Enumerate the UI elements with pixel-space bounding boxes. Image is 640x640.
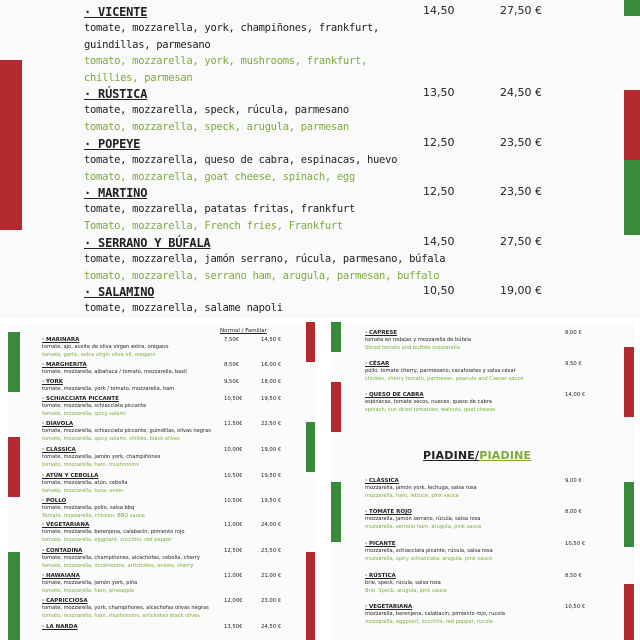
item-desc-es: tomate, mozzarella, pollo, salsa bbq [42,505,135,512]
item-desc-en: tomato, mozzarella, ham, mushrooms [42,461,139,468]
menu-item [365,541,620,563]
item-name: · MARINARA [42,337,80,343]
section-title-dark: PIADINE/ [423,449,480,462]
item-name: · CONTADINA [42,548,83,554]
price-family: 14,50 € [261,337,282,343]
price-family: 24,50 € [261,624,282,630]
menu-item [365,361,620,383]
item-desc-en: tomato, garlic, extra virgin olive oil, oregano [42,351,156,358]
price: 8,50 € [565,573,582,579]
price-normal: 11,50€ [224,421,243,427]
menu-item [84,4,600,86]
item-name: · VICENTE [84,5,148,19]
item-desc-es: tomate, mozzarella, albahaca / tomato, mozzarella, basil [42,369,187,376]
item-name: · VEGETARIANA [365,604,413,610]
price-normal: 10,50€ [224,498,243,504]
item-desc-en: tomato, mozzarella, serrano ham, arugula, parmesan, buffalo [84,269,440,282]
item-desc-en: tomato, mozzarella, mushrooms, artichokes, onions, cherry [42,562,194,569]
item-desc-es: mozzarella, berenjena, calabacín, pimiento rojo, rucola [365,611,505,618]
item-desc-en: mozzarella, eggplant, zucchini, red pepper, rucola [365,618,493,625]
flag-strip-right [624,0,640,318]
menu-item [42,337,301,359]
item-desc-en: tomato, mozzarella, spicy salami [42,410,126,417]
item-desc-en: mozzarella, ham, lettuce, pink sauce [365,492,459,499]
price-normal: 12,50€ [224,548,243,554]
item-name: · POLLO [42,498,67,504]
price: 8,00 € [565,330,582,336]
menu-item [84,136,600,185]
menu-item [42,396,301,418]
price-family: 19,50 € [261,498,282,504]
item-name: · QUESO DE CABRA [365,392,424,398]
item-desc-es: mozzarella, jamón serrano, rúcula, salsa rosa [365,516,481,523]
price-normal: 10,50€ [224,473,243,479]
item-desc-es: mozzarella, jamón york, lechuga, salsa rosa [365,485,477,492]
item-desc-es: tomate, mozzarella, queso de cabra, espinacas, huevo [84,154,398,166]
price-normal: 7,50€ [224,337,240,343]
menu-item [84,86,600,135]
price-family: 27,50 € [500,4,542,17]
price-normal: 11,00€ [224,573,243,579]
menu-item [42,548,301,570]
price-column-header: Normal / Familiar [220,328,267,334]
menu-item [42,498,301,520]
price-family: 19,50 € [261,396,282,402]
item-desc-es: tomate, mozzarella, jamón york, piña [42,580,138,587]
menu-item [42,573,301,595]
item-name: · LA NARDA [42,624,78,630]
item-desc-en: tomato, mozzarella, speck, arugula, parmesan [84,120,349,133]
item-desc-es: tomate, mozzarella, york / tomato, mozzarella, ham [42,386,175,393]
item-name: · PICANTE [365,541,396,547]
price: 10,50 € [565,604,586,610]
price-normal: 10,50€ [224,396,243,402]
menu-item [42,624,301,631]
item-desc-en: tomato, mozzarella, spicy salami, chillies, black olives [42,435,180,442]
flag-strip-left [331,322,341,640]
item-name: · HAWAIANA [42,573,80,579]
price-family: 19,00 € [500,284,542,297]
item-desc-en: mozzarella, serrano ham, arugula, pink sauce [365,523,482,530]
price-normal: 10,00€ [224,447,243,453]
item-name: · CLÁSSICA [365,478,399,484]
menu-item [42,598,301,620]
price-normal: 13,50€ [224,624,243,630]
item-desc-en: tomato, mozzarella, ham, pineapple [42,587,135,594]
section-title-green: PIADINE [479,449,532,462]
menu-item [365,573,620,595]
item-desc-es: tomate, mozzarella, schiacciata piccante [42,403,147,410]
menu-item [42,447,301,469]
item-desc-en: Brie, Speck, arugula, pink sauce [365,587,448,594]
menu-item [42,362,301,377]
price-family: 21,00 € [261,573,282,579]
price-family: 23,50 € [500,136,542,149]
price-family: 23,50 € [500,185,542,198]
menu-item [42,379,301,394]
price: 14,00 € [565,392,586,398]
price-family: 19,50 € [261,473,282,479]
item-desc-es: tomate en rodajas y mozzarella de búfala [365,337,471,344]
item-name: · CLÁSSICA [42,447,76,453]
item-desc-es: tomate, mozzarella, jamón york, champiñones [42,454,161,461]
item-name: · SERRANO Y BÚFALA [84,236,211,250]
item-desc-es: tomate, mozzarella, atún, cebolla [42,480,128,487]
price-normal: 9,50€ [224,379,240,385]
item-desc-es: pollo, tomate cherry, parmesano, cacahuetes y salsa césar [365,368,516,375]
item-name: · CÉSAR [365,361,390,367]
item-desc-en: spinach, sun-dried tomatoes, walnuts, goat cheese [365,406,496,413]
flag-strip-left [0,0,22,318]
menu-item [365,392,620,414]
item-desc-en: mozzarella, spicy schiacciata, arugula, pink sauce [365,555,493,562]
item-desc-es: tomate, mozzarella, schiacciata piccante, guindillas, olivas negras [42,428,211,435]
flag-strip-right [306,322,315,640]
item-desc-es: tomate, mozzarella, patatas fritas, frankfurt [84,203,355,215]
item-name: · VEGETARIANA [42,522,90,528]
price: 10,50 € [565,541,586,547]
item-name: · ATÚN Y CEBOLLA [42,473,99,479]
item-name: · POPEYE [84,137,141,151]
item-name: · SCHIACCIATA PICCANTE [42,396,119,402]
item-desc-en: Tomato, mozzarella, French fries, Frankfurt [84,219,343,232]
price-normal: 13,50 [423,86,455,99]
price-normal: 8,50€ [224,362,240,368]
menu-item [365,330,620,352]
item-desc-es: tomate, mozzarella, speck, rúcula, parmesano [84,104,349,116]
price-normal: 10,50 [423,284,455,297]
item-desc-es: tomate, ajo, aceite de oliva virgen extra, orégano [42,344,169,351]
item-name: · DIAVOLA [42,421,74,427]
flag-strip-left [8,322,20,640]
item-name: · MARTINO [84,186,148,200]
price-family: 16,00 € [261,362,282,368]
price-family: 19,00 € [261,447,282,453]
menu-item [42,522,301,544]
price-family: 23,50 € [261,548,282,554]
menu-item [84,284,600,317]
item-desc-es: tomate, mozzarella, york, champiñones, alcachofas olivas negras [42,605,209,612]
item-name: · YORK [42,379,63,385]
flag-strip-right [624,322,634,640]
menu-item [42,421,301,443]
menu-item [365,478,620,500]
item-name: · SALAMINO [84,285,155,299]
item-name: · CAPRESE [365,330,398,336]
menu-item [365,604,620,626]
item-desc-en: tomato, mozzarella, tuna, onion [42,487,124,494]
item-desc-es: tomate, mozzarella, champiñones, alcachofas, cebolla, cherry [42,555,200,562]
menu-item [365,509,620,531]
top-menu-panel [0,0,640,318]
item-desc-en: chillies, parmesan [84,71,193,84]
menu-item [84,185,600,234]
item-desc-es: tomate, mozzarella, york, champiñones, frankfurt, [84,22,380,34]
item-desc-es: tomate, mozzarella, salame napoli [84,302,283,314]
section-title [423,449,531,462]
price-family: 27,50 € [500,235,542,248]
item-desc-en: tomato, mozzarella, ham, mushrooms, artichokes black olives [42,612,200,619]
price-family: 24,00 € [261,522,282,528]
item-desc-en: chicken, cherry tomato, parmesan, peanuts and Caesar sauce [365,375,524,382]
price-family: 18,00 € [261,379,282,385]
menu-item [84,235,600,284]
item-desc-es: espinacas, tomate secos, nueces, queso de cabra [365,399,492,406]
item-name: · RÚSTICA [365,573,396,579]
price-family: 24,50 € [500,86,542,99]
item-desc-es: tomate, mozzarella, berenjena, calabacín, pimiento rojo [42,529,185,536]
item-name: · MARGHERITA [42,362,87,368]
price-normal: 12,50 [423,185,455,198]
price-normal: 14,50 [423,4,455,17]
price-family: 23,00 € [261,598,282,604]
item-desc-en: tomato, mozzarella, goat cheese, spinach, egg [84,170,355,183]
price-normal: 12,50 [423,136,455,149]
price-normal: 12,00€ [224,598,243,604]
item-desc-en: tomato, mozzarella, eggplant, zucchini, red pepper [42,536,173,543]
item-desc-es: brie, speck, rúcula, salsa rosa [365,580,441,587]
pizza-menu-panel [8,322,315,640]
price-normal: 11,00€ [224,522,243,528]
item-desc-es: guindillas, parmesano [84,38,211,51]
price: 9,00 € [565,478,582,484]
item-name: · CAPRICCIOSA [42,598,88,604]
item-name: · RÚSTICA [84,87,148,101]
item-desc-en: Sliced tomato and buffalo mozzarella [365,344,460,351]
item-desc-en: Tomato, mozzarella, chicken, BBQ sauce [42,512,145,519]
item-desc-es: mozzarella, schiacciata picante, rúcula, salsa rosa [365,548,493,555]
price: 8,00 € [565,509,582,515]
item-name: · TOMATE ROJO [365,509,412,515]
item-desc-es: tomate, mozzarella, jamón serrano, rúcula, parmesano, búfala [84,253,446,265]
price-family: 22,50 € [261,421,282,427]
item-desc-en: tomato, mozzarella, york, mushrooms, frankfurt, [84,55,368,67]
menu-item [42,473,301,495]
salads-piadine-panel [331,322,634,640]
price: 9,50 € [565,361,582,367]
price-normal: 14,50 [423,235,455,248]
